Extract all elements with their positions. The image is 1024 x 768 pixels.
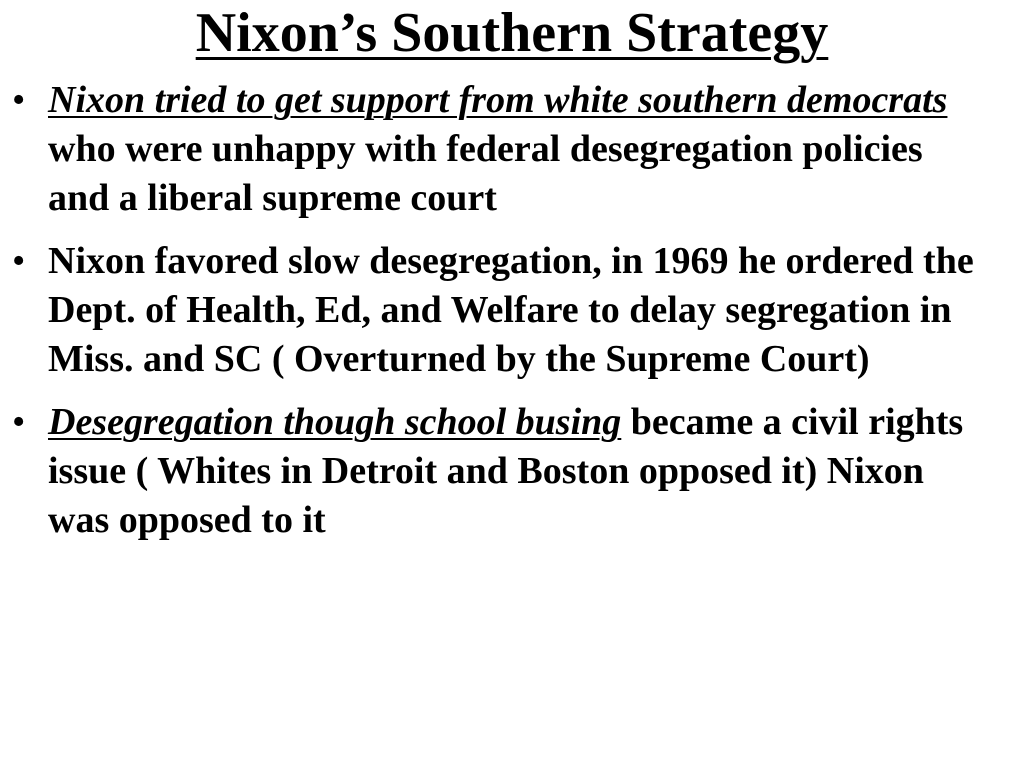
bullet-item: [0, 398, 1024, 545]
slide-title-text: Nixon’s Southern Strategy: [195, 2, 829, 64]
bullet-dot-icon: •: [12, 79, 26, 121]
bullet-dot-icon: •: [12, 401, 26, 443]
bullet-item: [0, 76, 1024, 223]
bullet-emphasis: Nixon tried to get support from white southern democrats: [48, 79, 948, 121]
slide-title: [0, 0, 1024, 66]
bullet-item: [0, 237, 1024, 384]
bullet-text: became a civil rights issue ( Whites in Detroit and Boston opposed it) Nixon was opposed to it: [48, 401, 964, 541]
bullet-dot-icon: •: [12, 240, 26, 282]
bullet-text: Nixon favored slow desegregation, in 1969 he ordered the Dept. of Health, Ed, and Welfare to delay segregation in Miss. and SC ( Overturned by the Supreme Court): [48, 240, 974, 380]
bullet-text: who were unhappy with federal desegregation policies and a liberal supreme court: [48, 128, 923, 219]
bullet-emphasis: Desegregation though school busing: [48, 401, 622, 443]
bullet-list: [0, 76, 1024, 559]
